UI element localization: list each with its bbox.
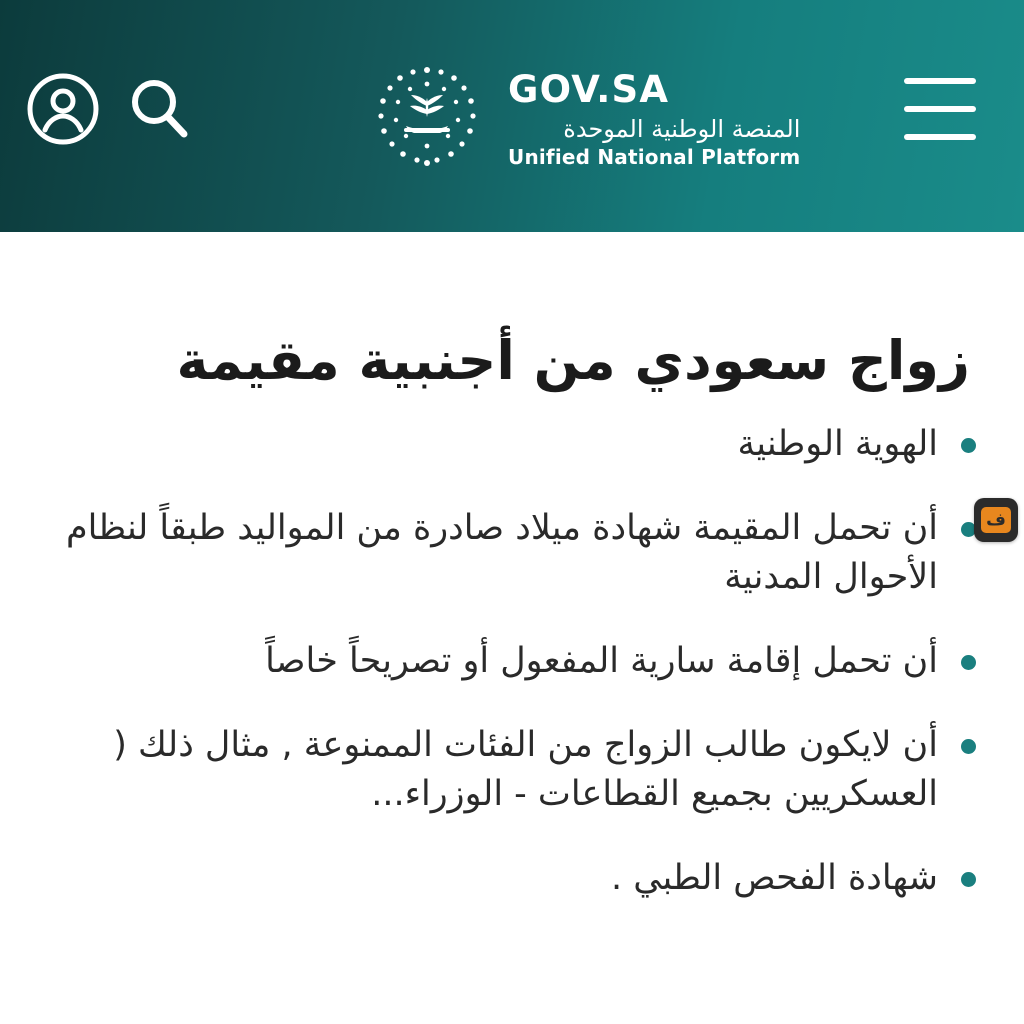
list-item: أن لايكون طالب الزواج من الفئات الممنوعة , مثال ذلك ( العسكريين بجميع القطاعات - الوزراء...	[40, 721, 984, 820]
app-badge-glyph: ف	[981, 507, 1011, 533]
list-item: شهادة الفحص الطبي .	[40, 854, 984, 904]
hamburger-bar	[904, 78, 976, 84]
main-content	[0, 232, 1024, 904]
brand-text	[508, 67, 800, 167]
brand-arabic-subtitle: المنصة الوطنية الموحدة	[563, 115, 801, 143]
brand-english-subtitle: Unified National Platform	[508, 145, 801, 169]
hamburger-bar	[904, 134, 976, 140]
list-item: أن تحمل إقامة سارية المفعول أو تصريحاً خاصاً	[40, 637, 984, 687]
hamburger-bar	[904, 106, 976, 112]
site-header	[0, 0, 1024, 232]
search-icon[interactable]	[122, 72, 196, 146]
saudi-palm-swords-dots-logo	[368, 58, 486, 176]
hamburger-menu-icon[interactable]	[904, 78, 976, 140]
brand-title: GOV.SA	[508, 68, 670, 111]
brand-logo[interactable]	[368, 58, 800, 176]
header-inner	[0, 0, 1024, 232]
header-left-actions	[26, 72, 196, 146]
list-item: الهوية الوطنية	[40, 420, 984, 470]
user-account-icon[interactable]	[26, 72, 100, 146]
requirements-list	[40, 420, 984, 904]
list-item: أن تحمل المقيمة شهادة ميلاد صادرة من المواليد طبقاً لنظام الأحوال المدنية	[40, 504, 984, 603]
page-title: زواج سعودي من أجنبية مقيمة	[176, 329, 970, 392]
app-badge-icon	[974, 498, 1018, 542]
